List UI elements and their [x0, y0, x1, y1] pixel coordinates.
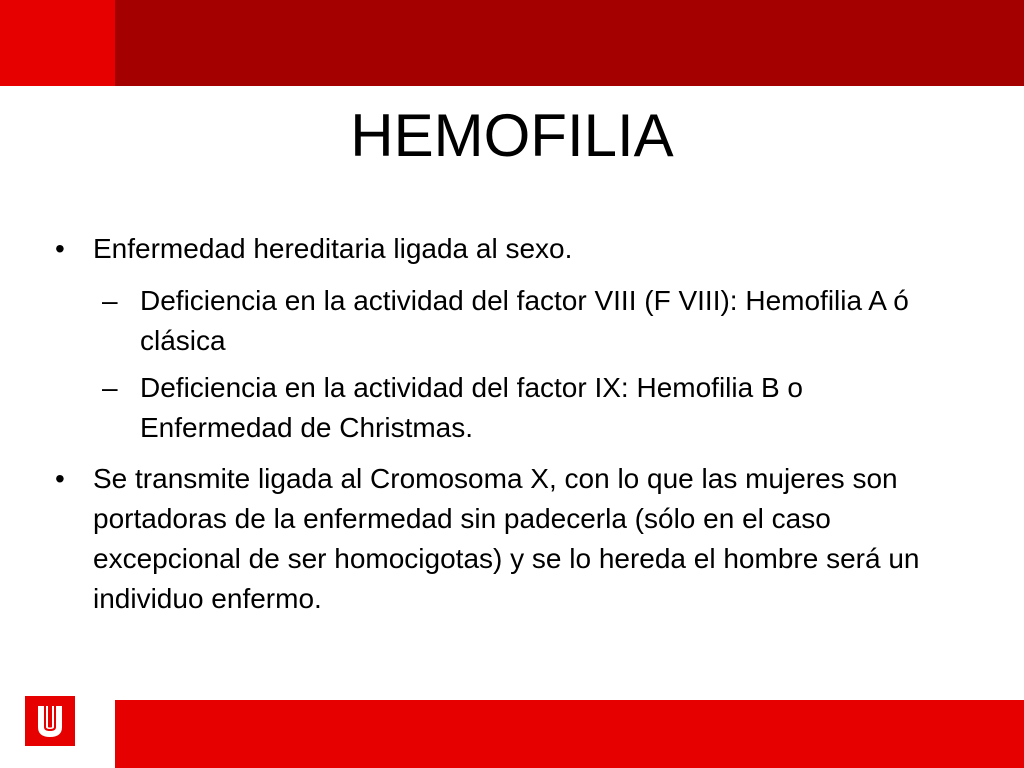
bullet-item: Se transmite ligada al Cromosoma X, con lo que las mujeres son portadoras de la enfermedad sin padecerla (sólo en el caso excepcional de ser homocigotas) y se lo hereda el hombre será un individuo enfermo.	[93, 463, 920, 614]
u-logo-icon	[25, 696, 75, 746]
subitem-marker: –	[102, 285, 118, 316]
subitem-marker: –	[102, 372, 118, 403]
slide-title: HEMOFILIA	[350, 102, 674, 169]
bullet-marker: •	[55, 233, 65, 264]
bottom-band	[115, 700, 1024, 768]
bullet-item: Enfermedad hereditaria ligada al sexo.	[93, 233, 573, 264]
subitem: Deficiencia en la actividad del factor VIII (F VIII): Hemofilia A ó clásica	[140, 285, 909, 356]
bullet-marker: •	[55, 463, 65, 494]
subitem: Deficiencia en la actividad del factor IX: Hemofilia B o Enfermedad de Christmas.	[140, 372, 803, 443]
